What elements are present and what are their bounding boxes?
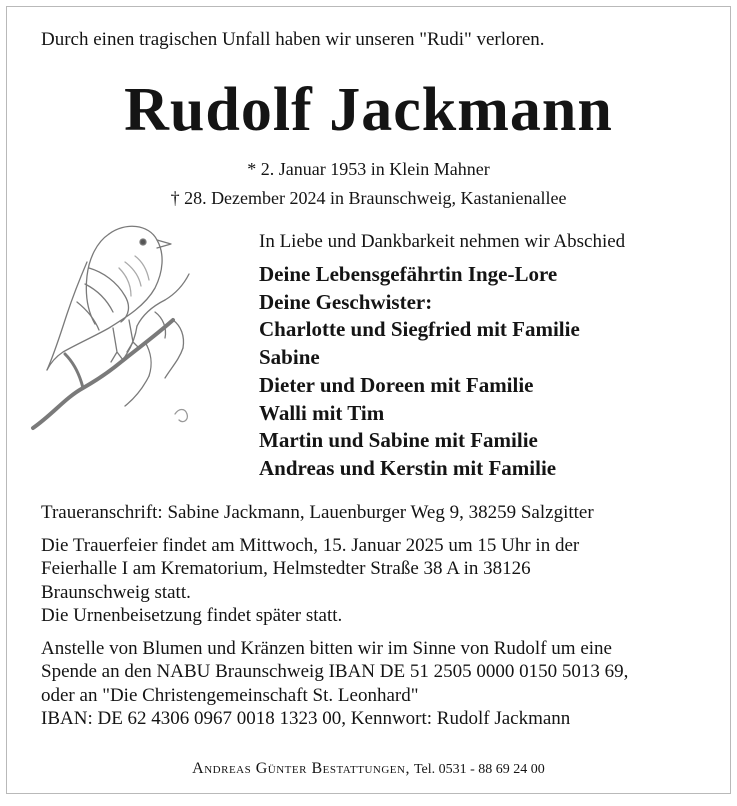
funeral-home-name: Andreas Günter Bestattungen, <box>192 760 410 777</box>
mourner-line: Deine Geschwister: <box>259 289 433 314</box>
mourner-line: Deine Lebensgefährtin Inge-Lore <box>259 262 558 286</box>
donation-info <box>41 637 721 731</box>
obituary-notice <box>6 6 731 794</box>
mourner-line: Charlotte und Siegfried mit Familie <box>259 317 580 342</box>
death-line: † 28. Dezember 2024 in Braunschweig, Kastanienallee <box>170 188 567 208</box>
mourner-line: Dieter und Doreen mit Familie <box>259 372 534 397</box>
donation-line: Anstelle von Blumen und Kränzen bitten wir im Sinne von Rudolf um eine <box>41 637 612 659</box>
funeral-line: Die Urnenbeisetzung findet später statt. <box>41 605 343 626</box>
funeral-line: Die Trauerfeier findet am Mittwoch, 15. Januar 2025 um 15 Uhr in der <box>41 534 580 556</box>
birth-line: * 2. Januar 1953 in Klein Mahner <box>247 159 490 179</box>
deceased-name: Rudolf Jackmann <box>124 76 613 144</box>
robin-illustration <box>25 202 205 442</box>
intro-text: Durch einen tragischen Unfall haben wir unseren "Rudi" verloren. <box>41 29 545 50</box>
funeral-home-phone: Tel. 0531 - 88 69 24 00 <box>413 762 545 777</box>
donation-line: IBAN: DE 62 4306 0967 0018 1323 00, Kennwort: Rudolf Jackmann <box>41 708 571 729</box>
mourning-address: Traueranschrift: Sabine Jackmann, Lauenburger Weg 9, 38259 Salzgitter <box>41 502 594 523</box>
mourner-line: Sabine <box>259 345 320 370</box>
donation-line: oder an "Die Christengemeinschaft St. Leonhard" <box>41 684 419 706</box>
mourner-line: Andreas und Kerstin mit Familie <box>259 455 557 480</box>
mourners-block <box>259 231 625 483</box>
donation-line: Spende an den NABU Braunschweig IBAN DE 51 2505 0000 0150 5013 69, <box>41 661 629 682</box>
details-section <box>41 501 721 731</box>
farewell-lead: In Liebe und Dankbarkeit nehmen wir Abschied <box>259 231 626 252</box>
funeral-line: Braunschweig statt. <box>41 581 191 603</box>
mourner-line: Walli mit Tim <box>259 400 385 425</box>
funeral-home-footer <box>7 760 730 778</box>
funeral-line: Feierhalle I am Krematorium, Helmstedter Straße 38 A in 38126 <box>41 558 531 579</box>
mourners-list <box>259 261 625 483</box>
mourner-line: Martin und Sabine mit Familie <box>259 428 538 453</box>
funeral-info <box>41 534 721 628</box>
